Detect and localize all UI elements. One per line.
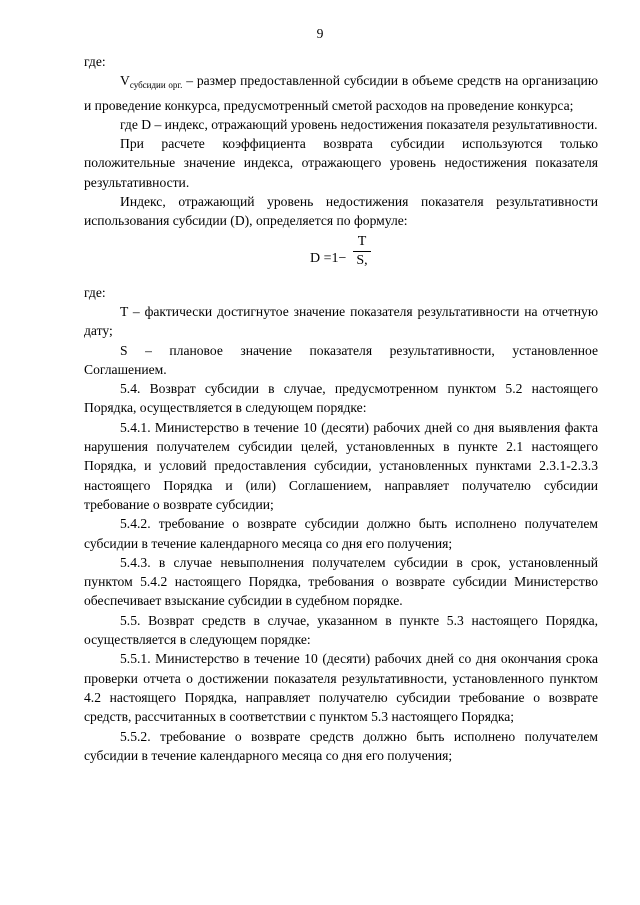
page-body: [84, 52, 598, 765]
formula-numerator: T: [357, 233, 367, 249]
paragraph-5-4: 5.4. Возврат субсидии в случае, предусмотренном пунктом 5.2 настоящего Порядка, осуществляется в следующем порядке:: [84, 381, 598, 416]
paragraph-where-2: где:: [84, 284, 106, 300]
page-number: 9: [316, 26, 324, 41]
formula-lhs: D =1−: [310, 250, 347, 266]
paragraph-5-5-1: 5.5.1. Министерство в течение 10 (десяти) рабочих дней со дня окончания срока проверки отчета о достижении показателя результативности, установленного пунктом 4.2 настоящего Порядка, направляет получателю субсидии требование о возврате средств, рассчитанных в соответствии с пунктом 5.3 настоящего Порядка;: [84, 651, 598, 725]
formula-denominator: S,: [356, 252, 368, 268]
paragraph-5-4-1: 5.4.1. Министерство в течение 10 (десяти) рабочих дней со дня выявления факта нарушения получателем субсидии целей, установленных в пункте 2.1 настоящего Порядка, и условий предоставления субсидии, установленных пунктами 2.3.1-2.3.3 настоящего Порядка и (или) Соглашением, направляет получателю субсидии требование о возврате субсидии;: [84, 419, 598, 512]
paragraph-5-4-2: 5.4.2. требование о возврате субсидии должно быть исполнено получателем субсидии в течение календарного месяца со дня его получения;: [84, 516, 598, 551]
paragraph-index-formula-intro: Индекс, отражающий уровень недостижения показателя результативности использования субсидии (D), определяется по формуле:: [84, 194, 598, 229]
paragraph-s-definition: S – плановое значение показателя результативности, установленное Соглашением.: [84, 342, 598, 377]
formula-fraction: [352, 233, 372, 270]
paragraph-5-5-2: 5.5.2. требование о возврате средств должно быть исполнено получателем субсидии в течение календарного месяца со дня его получения;: [84, 728, 598, 763]
paragraph-v-definition: [84, 71, 598, 115]
formula: [84, 233, 598, 277]
paragraph-where-1: где:: [84, 54, 106, 69]
paragraph-t-definition: T – фактически достигнутое значение показателя результативности на отчетную дату;: [84, 303, 598, 339]
paragraph-coefficient-note: При расчете коэффициента возврата субсидии используются только положительные значение индекса, отражающего уровень недостижения показателя результативности.: [84, 136, 598, 190]
v-definition-text: – размер предоставленной субсидии в объеме средств на организацию и проведение конкурса, предусмотренный сметой расходов на проведение конкурса;: [84, 73, 598, 113]
paragraph-5-4-3: 5.4.3. в случае невыполнения получателем субсидии в срок, установленный пунктом 5.4.2 настоящего Порядка, требования о возврате субсидии Министерство обеспечивает взыскание субсидии в судебном порядке.: [84, 554, 598, 609]
v-symbol: V: [120, 73, 130, 89]
paragraph-5-5: 5.5. Возврат средств в случае, указанном в пункте 5.3 настоящего Порядка, осуществляется в следующем порядке:: [84, 612, 598, 648]
paragraph-d-definition: где D – индекс, отражающий уровень недостижения показателя результативности.: [120, 116, 598, 132]
v-subscript: субсидии орг.: [129, 80, 183, 91]
